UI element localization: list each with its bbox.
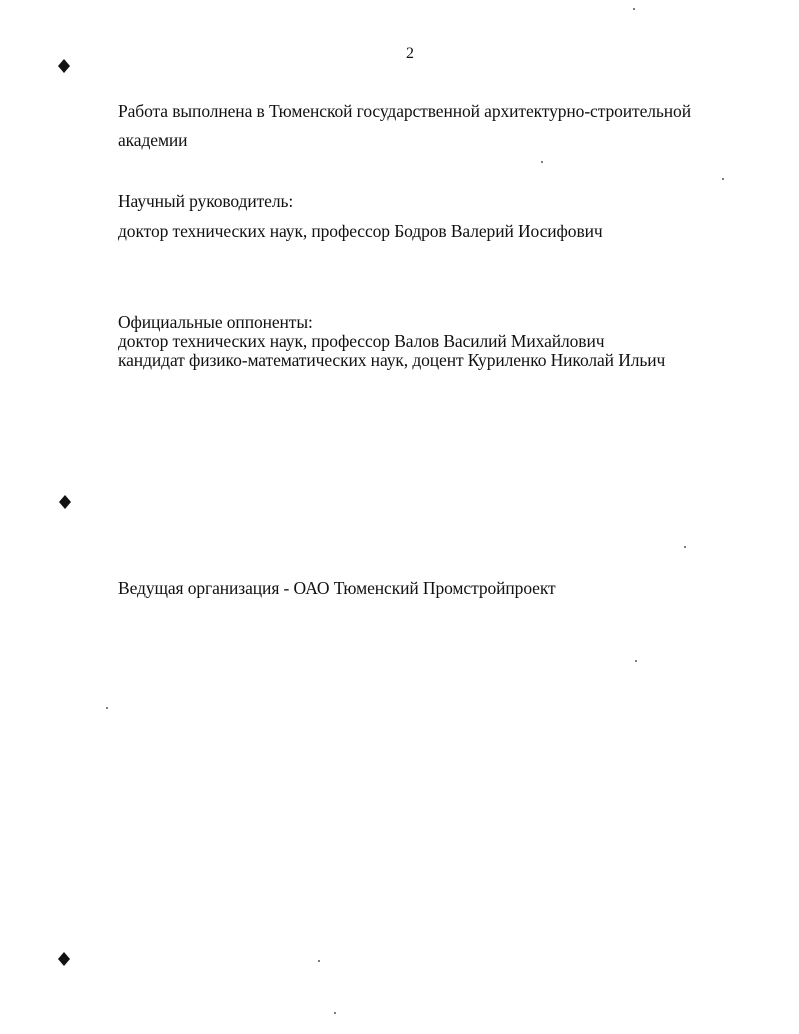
- supervisor-person: доктор технических наук, профессор Бодров Валерий Иосифович: [118, 221, 603, 241]
- scan-speck: [635, 660, 637, 662]
- scan-speck: [541, 161, 543, 163]
- supervisor-heading: Научный руководитель:: [118, 191, 294, 211]
- punch-hole-icon: [59, 495, 71, 509]
- opponent-1: доктор технических наук, профессор Валов Василий Михайлович: [118, 331, 605, 351]
- punch-hole-icon: [58, 59, 70, 73]
- lead-organization: Ведущая организация - ОАО Тюменский Промстройпроект: [118, 578, 556, 598]
- opponents-heading: Официальные оппоненты:: [118, 312, 313, 332]
- scan-speck: [684, 546, 686, 548]
- institution-line-2: академии: [118, 130, 188, 150]
- scan-speck: [633, 8, 635, 10]
- scan-speck: [722, 178, 724, 180]
- scan-speck: [106, 707, 108, 709]
- scan-speck: [318, 960, 320, 962]
- punch-hole-icon: [58, 952, 70, 966]
- opponent-2: кандидат физико-математических наук, доцент Куриленко Николай Ильич: [118, 350, 666, 370]
- institution-line-1: Работа выполнена в Тюменской государственной архитектурно-строительной: [118, 101, 691, 121]
- scan-speck: [334, 1012, 336, 1014]
- page-number: 2: [406, 45, 414, 62]
